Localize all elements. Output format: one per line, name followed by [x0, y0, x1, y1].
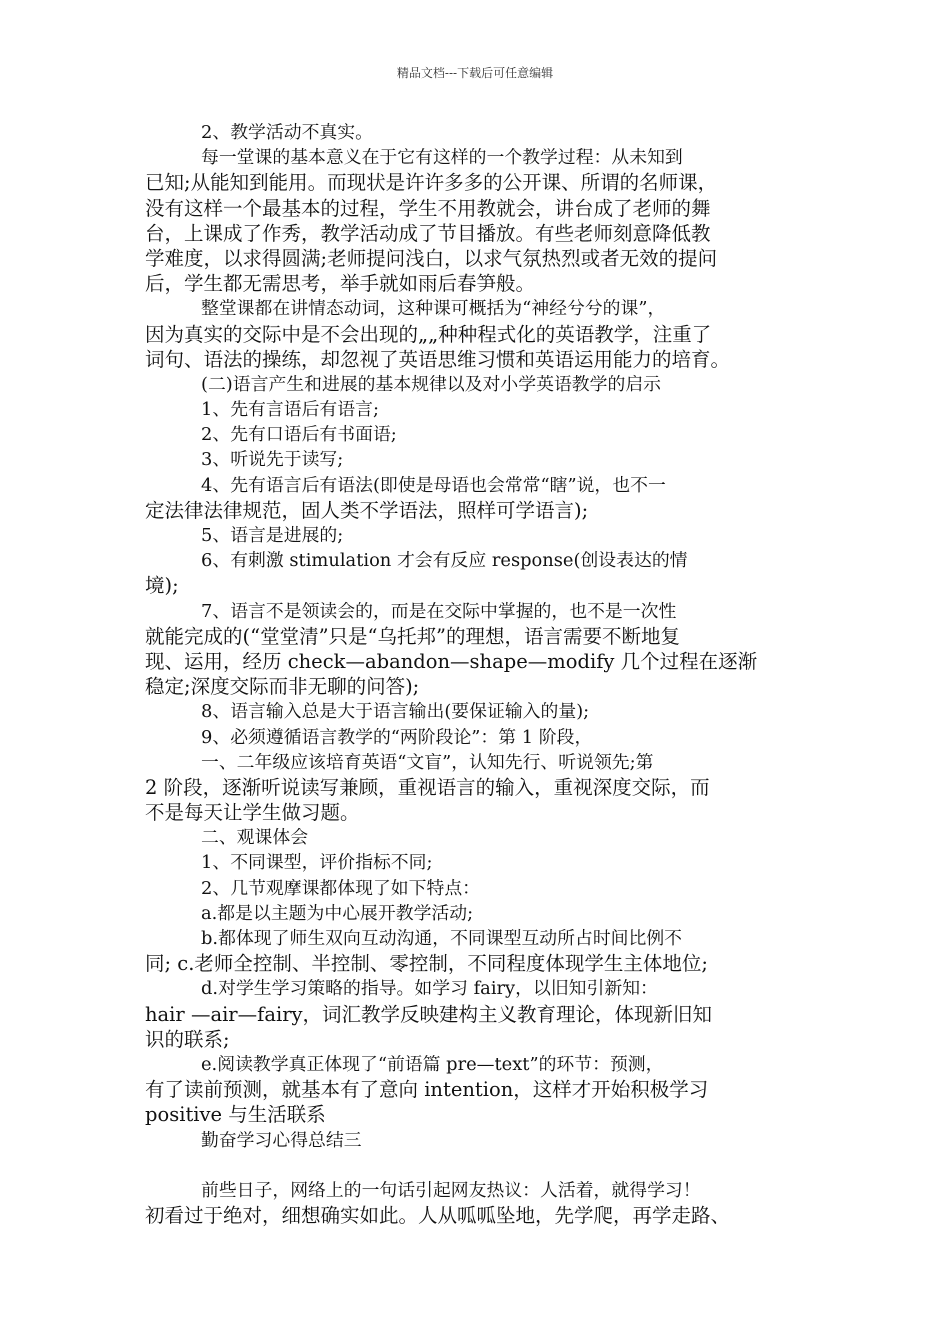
paragraph-line: (二)语言产生和进展的基本规律以及对小学英语教学的启示 — [201, 373, 662, 395]
paragraph-line: 9、必须遵循语言教学的“两阶段论”：第 1 阶段， — [201, 726, 593, 748]
paragraph-line: positive 与生活联系 — [145, 1103, 326, 1127]
paragraph-line: 2 阶段，逐渐听说读写兼顾，重视语言的输入，重视深度交际，而 — [145, 775, 710, 799]
paragraph-line: 一、二年级应该培育英语“文盲”，认知先行、听说领先;第 — [201, 751, 654, 773]
paragraph-line: d.对学生学习策略的指导。如学习 fairy，以旧知引新知： — [201, 978, 658, 1000]
paragraph-line: 前些日子，网络上的一句话引起网友热议：人活着，就得学习！ — [201, 1179, 701, 1201]
paragraph-line: hair —air—fairy，词汇教学反映建构主义教育理论，体现新旧知 — [145, 1002, 713, 1026]
paragraph-line: 后，学生都无需思考，举手就如雨后春笋般。 — [145, 272, 536, 296]
paragraph-line: 1、先有言语后有语言; — [201, 399, 379, 421]
paragraph-line: 识的联系; — [145, 1027, 230, 1051]
paragraph-line: 有了读前预测，就基本有了意向 intention，这样才开始积极学习 — [145, 1078, 709, 1102]
paragraph-line: 不是每天让学生做习题。 — [145, 801, 360, 825]
paragraph-line: 7、语言不是领读会的，而是在交际中掌握的，也不是一次性 — [201, 600, 677, 622]
paragraph-line: 5、语言是进展的; — [201, 525, 344, 546]
paragraph-line: 2、几节观摩课都体现了如下特点： — [201, 877, 481, 899]
paragraph-line: 6、有刺激 stimulation 才会有反应 response(创设表达的情 — [201, 550, 688, 572]
paragraph-line: 境); — [145, 574, 179, 598]
paragraph-line: 词句、语法的操练，却忽视了英语思维习惯和英语运用能力的培育。 — [145, 347, 731, 371]
paragraph-line: 每一堂课的基本意义在于它有这样的一个教学过程：从未知到 — [201, 147, 683, 169]
paragraph-line: b.都体现了师生双向互动沟通，不同课型互动所占时间比例不 — [201, 928, 683, 949]
paragraph-line: 1、不同课型，评价指标不同; — [201, 852, 433, 874]
paragraph-line: 勤奋学习心得总结三 — [201, 1129, 362, 1151]
paragraph-line: 二、观课体会 — [201, 827, 309, 849]
document-body — [145, 120, 805, 1228]
paragraph-line: 就能完成的(“堂堂清”只是“乌托邦”的理想，语言需要不断地复 — [145, 624, 680, 648]
paragraph-line: 学难度，以求得圆满;老师提问浅白，以求气氛热烈或者无效的提问 — [145, 246, 718, 270]
paragraph-line: 3、听说先于读写; — [201, 449, 344, 471]
paragraph-line: 因为真实的交际中是不会出现的„„种种程式化的英语教学，注重了 — [145, 322, 712, 346]
paragraph-line: 同; c.老师全控制、半控制、零控制，不同程度体现学生主体地位; — [145, 952, 708, 976]
paragraph-line: 没有这样一个最基本的过程，学生不用教就会，讲台成了老师的舞 — [145, 196, 711, 220]
paragraph-line: 2、教学活动不真实。 — [201, 122, 373, 143]
paragraph-line: e.阅读教学真正体现了“前语篇 pre—text”的环节：预测， — [201, 1053, 664, 1075]
page-header: 精品文档---下载后可任意编辑 — [396, 66, 554, 80]
paragraph-line: a.都是以主题为中心展开教学活动; — [201, 902, 474, 924]
paragraph-line: 8、语言输入总是大于语言输出(要保证输入的量); — [201, 701, 590, 723]
paragraph-line — [145, 1153, 805, 1178]
paragraph-line: 现、运用，经历 check—abandon—shape—modify 几个过程在逐渐 — [145, 649, 758, 673]
paragraph-line: 定法律法律规范，固人类不学语法，照样可学语言); — [145, 498, 589, 522]
paragraph-line: 已知;从能知到能用。而现状是许许多多的公开课、所谓的名师课， — [145, 171, 718, 195]
paragraph-line: 4、先有语言后有语法(即使是母语也会常常“瞎”说，也不一 — [201, 474, 666, 496]
paragraph-line: 初看过于绝对，细想确实如此。人从呱呱坠地，先学爬，再学走路、 — [145, 1204, 731, 1228]
paragraph-line: 2、先有口语后有书面语; — [201, 424, 397, 446]
paragraph-line: 台，上课成了作秀，教学活动成了节目播放。有些老师刻意降低教 — [145, 221, 711, 245]
paragraph-line: 整堂课都在讲情态动词，这种课可概括为“神经兮兮的课”， — [201, 298, 666, 320]
paragraph-line: 稳定;深度交际而非无聊的问答); — [145, 675, 420, 699]
